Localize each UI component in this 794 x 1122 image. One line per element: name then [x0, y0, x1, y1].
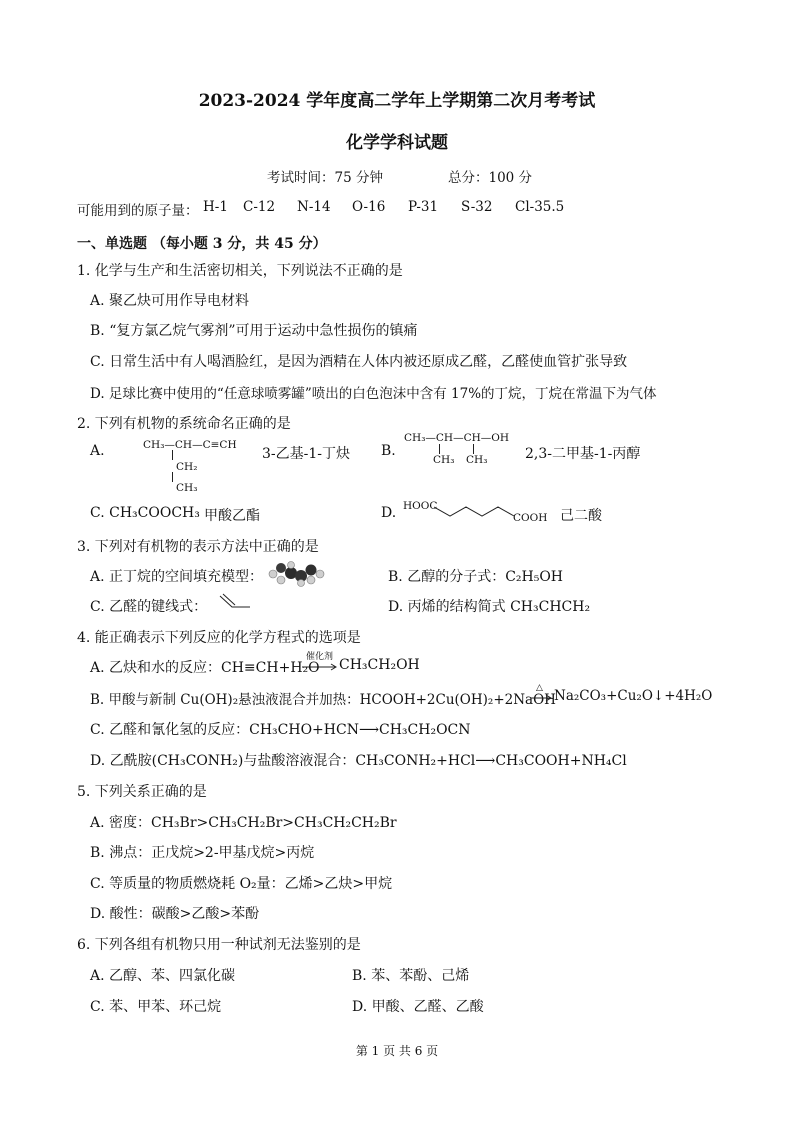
- q2-b-structure-branch2: CH₃: [466, 454, 488, 466]
- q1-stem: 1. 化学与生产和生活密切相关，下列说法不正确的是: [77, 263, 403, 279]
- q5-option-d: D. 酸性：碳酸>乙酸>苯酚: [90, 906, 260, 922]
- atomic-mass-item: Cl-35.5: [515, 199, 565, 215]
- q2-option-d-name: 己二酸: [560, 508, 602, 524]
- q2-d-structure-left: HOOC: [403, 500, 438, 512]
- q6-option-b: B. 苯、苯酚、己烯: [352, 968, 470, 984]
- q2-option-b-letter: B.: [381, 443, 396, 459]
- q1-option-a: A. 聚乙炔可用作导电材料: [90, 293, 250, 309]
- q2-option-a-letter: A.: [90, 443, 105, 459]
- q1-option-c: C. 日常生活中有人喝酒脸红，是因为酒精在人体内被还原成乙醛，乙醛使血管扩张导致: [90, 354, 628, 370]
- q2-a-structure-main: CH₃—CH—C≡CH: [143, 439, 237, 451]
- q4-stem: 4. 能正确表示下列反应的化学方程式的选项是: [77, 630, 361, 646]
- q2-stem: 2. 下列有机物的系统命名正确的是: [77, 416, 291, 432]
- page-subtitle: 化学学科试题: [346, 133, 448, 153]
- atomic-masses-label: 可能用到的原子量：: [77, 203, 199, 219]
- exam-time: 考试时间：75 分钟: [267, 170, 383, 186]
- q5-option-c: C. 等质量的物质燃烧耗 O₂量：乙烯>乙炔>甲烷: [90, 876, 393, 892]
- q3-option-d: D. 丙烯的结构简式 CH₃CHCH₂: [388, 599, 591, 615]
- q2-b-structure-main: CH₃—CH—CH—OH: [404, 432, 510, 444]
- q2-b-structure-branch1: CH₃: [433, 454, 455, 466]
- q5-stem: 5. 下列关系正确的是: [77, 784, 207, 800]
- space-filling-model-image: [267, 561, 327, 587]
- atomic-mass-item: P-31: [408, 199, 439, 215]
- atomic-mass-item: S-32: [461, 199, 493, 215]
- q2-b-bond: [473, 444, 482, 454]
- reaction-arrow: [531, 694, 553, 702]
- q3-option-a: A. 正丁烷的空间填充模型：: [90, 569, 264, 585]
- q5-option-a: A. 密度：CH₃Br>CH₃CH₂Br>CH₃CH₂CH₂Br: [90, 815, 397, 831]
- q2-option-c-name: 甲酸乙酯: [204, 508, 260, 524]
- q2-a-bond: [172, 472, 181, 482]
- q3-option-b: B. 乙醇的分子式：C₂H₅OH: [388, 569, 564, 585]
- q4-b-condition: △: [536, 683, 543, 693]
- q1-option-d: D. 足球比赛中使用的“任意球喷雾罐”喷出的白色泡沫中含有 17%的丁烷，丁烷在常温下为气体: [90, 386, 657, 402]
- q2-a-structure-branch2: CH₃: [176, 482, 198, 494]
- q2-option-d-letter: D.: [381, 505, 397, 521]
- q2-a-structure-branch1: CH₂: [176, 461, 198, 473]
- page-footer: 第 1 页 共 6 页: [355, 1044, 439, 1058]
- section-heading: 一、单选题 （每小题 3 分，共 45 分）: [77, 236, 327, 252]
- q6-stem: 6. 下列各组有机物只用一种试剂无法鉴别的是: [77, 937, 361, 953]
- q6-option-a: A. 乙醇、苯、四氯化碳: [90, 968, 236, 984]
- q2-option-c: C. CH₃COOCH₃: [90, 505, 200, 521]
- atomic-mass-item: C-12: [243, 199, 276, 215]
- q1-option-b: B. “复方氯乙烷气雾剂”可用于运动中急性损伤的镇痛: [90, 323, 418, 339]
- q6-option-d: D. 甲酸、乙醛、乙酸: [352, 999, 484, 1015]
- page-title: 2023-2024 学年度高二学年上学期第二次月考考试: [198, 91, 596, 111]
- q3-stem: 3. 下列对有机物的表示方法中正确的是: [77, 539, 319, 555]
- q4-option-b-product: Na₂CO₃+Cu₂O↓+4H₂O: [554, 688, 713, 704]
- atomic-mass-item: H-1: [203, 199, 228, 215]
- q2-b-bond: [439, 444, 448, 454]
- q6-option-c: C. 苯、甲苯、环己烷: [90, 999, 222, 1015]
- q3-option-c: C. 乙醛的键线式：: [90, 599, 208, 615]
- q2-d-skeleton: [432, 502, 516, 520]
- q2-option-a-name: 3-乙基-1-丁炔: [262, 446, 351, 462]
- q2-option-b-name: 2,3-二甲基-1-丙醇: [525, 446, 641, 462]
- q4-a-condition: 催化剂: [306, 652, 334, 662]
- atomic-mass-item: O-16: [352, 199, 386, 215]
- bond-line-formula-image: [218, 592, 252, 612]
- q4-option-a: A. 乙炔和水的反应：CH≡CH+H₂O: [90, 660, 320, 676]
- total-score: 总分：100 分: [448, 170, 533, 186]
- q4-option-a-product: CH₃CH₂OH: [339, 657, 420, 673]
- atomic-mass-item: N-14: [297, 199, 331, 215]
- q5-option-b: B. 沸点：正戊烷>2-甲基戊烷>丙烷: [90, 845, 315, 861]
- q2-a-bond: [172, 450, 181, 460]
- reaction-arrow: [302, 663, 338, 671]
- q4-option-d: D. 乙酰胺(CH₃CONH₂)与盐酸溶液混合：CH₃CONH₂+HCl⟶CH₃COOH+NH₄Cl: [90, 753, 627, 769]
- q4-option-b: B. 甲酸与新制 Cu(OH)₂悬浊液混合并加热：HCOOH+2Cu(OH)₂+2NaOH: [90, 692, 556, 708]
- q4-option-c: C. 乙醛和氰化氢的反应：CH₃CHO+HCN⟶CH₃CH₂OCN: [90, 722, 471, 738]
- q2-d-structure-right: COOH: [513, 512, 548, 524]
